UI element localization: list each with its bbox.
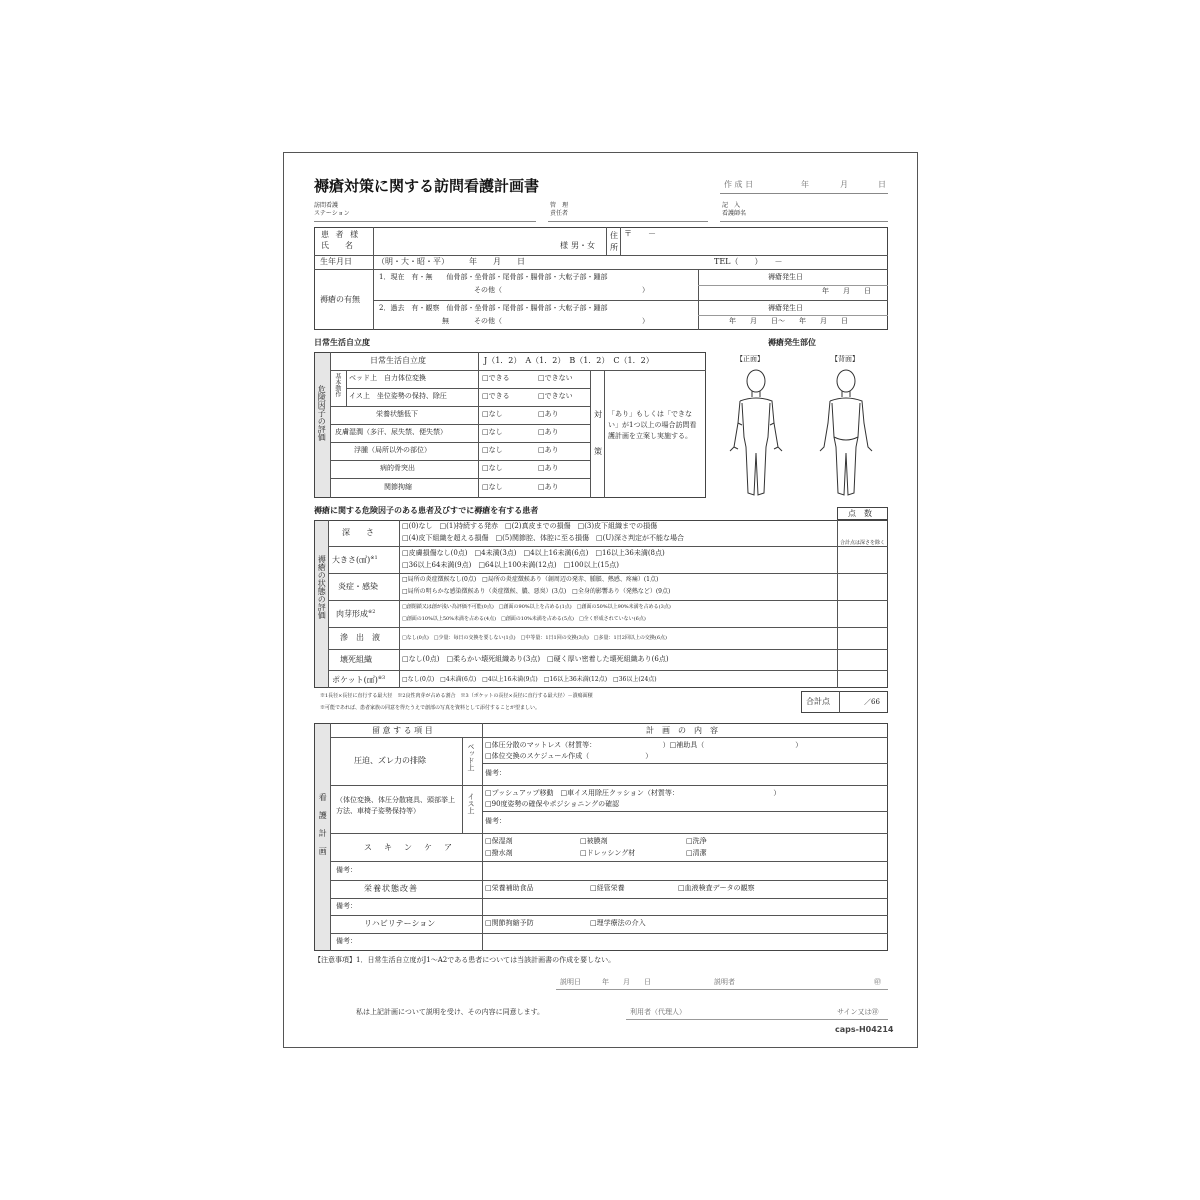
- taisaku-1: 対: [594, 410, 602, 419]
- skin-care-label: ス キ ン ケ ア: [364, 843, 454, 852]
- patient-sex: 男・女: [571, 241, 595, 250]
- risk-row-option[interactable]: □できる: [482, 374, 510, 382]
- status-row-options[interactable]: □局所の炎症徴候なし(0点) □局所の炎症徴候あり（創周辺の発赤、腫脹、熱感、疼痛）(1点): [402, 576, 659, 583]
- back-body-icon: [820, 370, 872, 495]
- body-chart-title: 褥瘡発生部位: [768, 338, 816, 347]
- nursing-plan-side-label: 看護計画: [318, 793, 328, 865]
- rehab-option[interactable]: □理学療法の介入: [590, 919, 646, 927]
- nutrition-option[interactable]: □経管栄養: [590, 884, 625, 892]
- status-row-label: 深 さ: [342, 528, 374, 537]
- adl-level-label: 日常生活自立度: [370, 356, 426, 365]
- risk-row-label: 栄養状態低下: [376, 410, 418, 418]
- explainer-label: 説明者: [714, 978, 735, 986]
- status-footnote-2: ※可能であれば、患者家族の同意を得たうえで創部の写真を資料として添付することが望ましい。: [320, 705, 541, 711]
- risk-row-label: 皮膚湿潤（多汗、尿失禁、便失禁）: [335, 428, 447, 436]
- status-row-label: 大きさ(㎠)$^{※1}$: [332, 555, 378, 565]
- past-onset-date: 年 月 日～ 年 月 日: [729, 317, 848, 325]
- status-row-label: 肉芽形成$^{※2}$: [336, 609, 376, 619]
- skin-care-option[interactable]: □清潔: [686, 849, 707, 857]
- patient-name-label-1: 患 者 様: [321, 230, 361, 239]
- writer-underline: [720, 221, 888, 222]
- status-row-options[interactable]: □なし(0点) □柔らかい壊死組織あり(3点) □硬く厚い密着した壊死組織あり(6点): [402, 655, 669, 663]
- skin-care-option[interactable]: □保湿剤: [485, 837, 513, 845]
- birth-label: 生年月日: [320, 257, 352, 266]
- status-row-options[interactable]: □なし(0点) □少量：毎日の交換を要しない(1点) □中等量：1日1回の交換(3点) □多量：1日2回以上の交換(6点): [402, 635, 667, 641]
- status-row-options[interactable]: □なし(0点) □4未満(6点) □4以上16未満(9点) □16以上36未満(12点) □36以上(24点): [402, 676, 657, 683]
- risk-row-option[interactable]: □あり: [538, 410, 559, 418]
- document-title: 褥瘡対策に関する訪問看護計画書: [314, 177, 540, 195]
- created-underline: [720, 193, 888, 194]
- plan-content-header: 計 画 の 内 容: [646, 726, 718, 735]
- bed-plan-note: 備考：: [485, 769, 506, 777]
- rehab-label: リハビリテーション: [364, 919, 436, 928]
- skin-care-option[interactable]: □ドレッシング材: [580, 849, 636, 857]
- risk-row-option[interactable]: □あり: [538, 428, 559, 436]
- address-label-2: 所: [610, 243, 618, 252]
- chair-label: イス上: [467, 793, 476, 814]
- created-label: 作 成 日: [724, 180, 754, 189]
- plan-item-header: 留 意 す る 項 目: [372, 726, 433, 735]
- risk-row-option[interactable]: □なし: [482, 428, 503, 436]
- past-ulcer-line2: その他（ ）: [474, 317, 649, 325]
- status-row-options[interactable]: □36以上64未満(9点) □64以上100未満(12点) □100以上(15点): [402, 561, 619, 569]
- telephone: TEL（ ） －: [714, 257, 783, 266]
- user-label: 利用者（代理人）: [630, 1008, 686, 1016]
- skin-care-note: 備考：: [336, 866, 357, 874]
- status-row-options[interactable]: □創閉鎖又は創が浅い為評価不可能(0点) □創面の90%以上を占める(1点) □創面の50%以上90%未満を占める(3点): [402, 604, 671, 610]
- risk-row-option[interactable]: □できない: [538, 374, 573, 382]
- taisaku-2: 策: [594, 447, 602, 456]
- risk-row-option[interactable]: □できない: [538, 392, 573, 400]
- notice-text: 【注意事項】1．日常生活自立度がJ1～A2である患者については当該計画書の作成を要しない。: [314, 956, 616, 964]
- total-score-label: 合計点: [806, 697, 830, 706]
- risk-row-label: ベッド上 自力体位変換: [349, 374, 426, 382]
- risk-row-label: 関節拘縮: [384, 483, 412, 491]
- status-row-label: ポケット(㎠)$^{※3}$: [332, 675, 386, 685]
- care-plan-document: [283, 152, 918, 1048]
- bed-plan-line1[interactable]: □体圧分散のマットレス（材質等： ）□補助具（ ）: [485, 741, 803, 749]
- skin-care-option[interactable]: □被膜剤: [580, 837, 608, 845]
- explain-date: 説明日 年 月 日: [560, 978, 651, 986]
- birth-value: （明・大・昭・平） 年 月 日: [377, 257, 525, 266]
- score-subnote: 合計点は深さを除く: [840, 540, 886, 546]
- writer-label-1: 記 入: [722, 202, 741, 209]
- adl-section-title: 日常生活自立度: [314, 338, 370, 347]
- chair-plan-line1[interactable]: □プッシュアップ移動 □車イス用除圧クッション（材質等： ）: [485, 789, 781, 797]
- risk-row-option[interactable]: □なし: [482, 410, 503, 418]
- status-row-label: 炎症・感染: [338, 582, 378, 591]
- product-code: caps-H04214: [835, 1025, 894, 1034]
- rehab-option[interactable]: □関節拘縮予防: [485, 919, 534, 927]
- bed-plan-line2[interactable]: □体位交換のスケジュール作成（ ）: [485, 752, 653, 760]
- skin-care-option[interactable]: □洗浄: [686, 837, 707, 845]
- past-ulcer-line1: 2．過去 有・観察 仙骨部・坐骨部・尾骨部・腸骨部・大転子部・踵部: [379, 304, 608, 312]
- risk-row-option[interactable]: □なし: [482, 483, 503, 491]
- body-diagram: [716, 367, 896, 499]
- consent-text: 私は上記計画について説明を受け、その内容に同意します。: [356, 1008, 545, 1016]
- risk-side-label: 危険因子の評価: [317, 385, 327, 441]
- basic-motion-label: 基本動作: [333, 373, 341, 397]
- chair-plan-note: 備考：: [485, 817, 506, 825]
- manager-label-2: 責任者: [550, 210, 569, 217]
- risk-row-label: 病的骨突出: [380, 464, 415, 472]
- risk-row-label: イス上 坐位姿勢の保持、除圧: [349, 392, 447, 400]
- manager-label-1: 管 理: [550, 202, 569, 209]
- front-body-icon: [730, 370, 782, 495]
- risk-row-label: 浮腫（局所以外の部位）: [354, 446, 431, 454]
- status-row-options[interactable]: □創面の10%以上50%未満を占める(4点) □創面の10%未満を占める(5点) □全く形成されていない(6点): [402, 616, 646, 622]
- patient-sama: 様: [560, 241, 568, 250]
- created-month: 月: [840, 180, 848, 189]
- station-underline: [314, 221, 536, 222]
- skin-care-option[interactable]: □撥水剤: [485, 849, 513, 857]
- station-label-1: 訪問看護: [314, 202, 339, 209]
- nutrition-option[interactable]: □栄養補助食品: [485, 884, 534, 892]
- risk-row-option[interactable]: □あり: [538, 483, 559, 491]
- total-score-value: ／66: [864, 698, 880, 706]
- nutrition-option[interactable]: □血液検査データの観察: [678, 884, 755, 892]
- status-row-options[interactable]: □局所の明らかな感染徴候あり（炎症徴候、膿、悪臭）(3点) □全身的影響あり（発熱など）(9点): [402, 588, 671, 595]
- risk-row-option[interactable]: □なし: [482, 446, 503, 454]
- pressure-removal-sub: （体位変換、体圧分散寝具、頭部挙上方法、車椅子姿勢保持等）: [336, 796, 455, 815]
- pressure-ulcer-label: 褥瘡の有無: [320, 295, 360, 304]
- status-row-options[interactable]: □皮膚損傷なし(0点) □4未満(3点) □4以上16未満(6点) □16以上36未満(8点): [402, 549, 665, 557]
- sign-label: サイン又は㊞: [837, 1008, 879, 1016]
- status-row-label: 壊死組織: [340, 655, 372, 664]
- status-row-options[interactable]: □(4)皮下組織を超える損傷 □(5)関節腔、体腔に至る損傷 □(U)深さ判定が不能な場合: [402, 534, 685, 542]
- writer-label-2: 看護師名: [722, 210, 747, 217]
- adl-level-options: J（1．2） A（1．2） B（1．2） C（1．2）: [484, 356, 654, 365]
- status-row-options[interactable]: □(0)なし □(1)持続する発赤 □(2)真皮までの損傷 □(3)皮下組織までの損傷: [402, 522, 658, 530]
- created-day: 日: [878, 180, 886, 189]
- pressure-removal-label: 圧迫、ズレ力の排除: [354, 756, 426, 765]
- status-section-title: 褥瘡に関する危険因子のある患者及びすでに褥瘡を有する患者: [314, 506, 539, 515]
- past-ulcer-none: 無: [442, 317, 449, 325]
- status-side-label: 褥瘡の状態の評価: [317, 555, 327, 619]
- rehab-note: 備考：: [336, 937, 357, 945]
- current-onset-label: 褥瘡発生日: [768, 273, 803, 281]
- manager-underline: [548, 221, 708, 222]
- back-view-label: 【背面】: [831, 355, 859, 363]
- risk-row-option[interactable]: □なし: [482, 464, 503, 472]
- chair-plan-line2[interactable]: □90度姿勢の確保やポジショニングの確認: [485, 800, 620, 808]
- risk-row-option[interactable]: □あり: [538, 464, 559, 472]
- postal-code: 〒 －: [624, 229, 656, 238]
- nutrition-label: 栄養状態改善: [364, 884, 418, 893]
- status-row-label: 滲 出 液: [340, 633, 380, 642]
- status-footnote-1: ※1長径×長径に直行する最大径 ※2良性肉芽が占める割合 ※3（ポケットの長径×長径に直行する最大径）－潰瘍面積: [320, 693, 593, 699]
- current-ulcer-line1: 1．現在 有・無 仙骨部・坐骨部・尾骨部・腸骨部・大転子部・踵部: [379, 273, 608, 281]
- risk-row-option[interactable]: □あり: [538, 446, 559, 454]
- front-view-label: 【正面】: [736, 355, 764, 363]
- bed-label: ベッド上: [467, 743, 476, 771]
- nutrition-note: 備考：: [336, 902, 357, 910]
- risk-note: 「あり」もしくは「できない」が1つ以上の場合訪問看護計画を立案し実施する。: [608, 410, 697, 440]
- current-ulcer-line2: その他（ ）: [474, 286, 649, 294]
- created-year: 年: [801, 180, 809, 189]
- address-label-1: 住: [610, 231, 618, 240]
- risk-row-option[interactable]: □できる: [482, 392, 510, 400]
- score-header: 点 数: [848, 509, 872, 518]
- station-label-2: ステーション: [314, 210, 350, 217]
- current-onset-date: 年 月 日: [822, 287, 871, 295]
- patient-name-label-2: 氏 名: [321, 241, 353, 250]
- explainer-seal: ㊞: [874, 978, 881, 986]
- past-onset-label: 褥瘡発生日: [768, 304, 803, 312]
